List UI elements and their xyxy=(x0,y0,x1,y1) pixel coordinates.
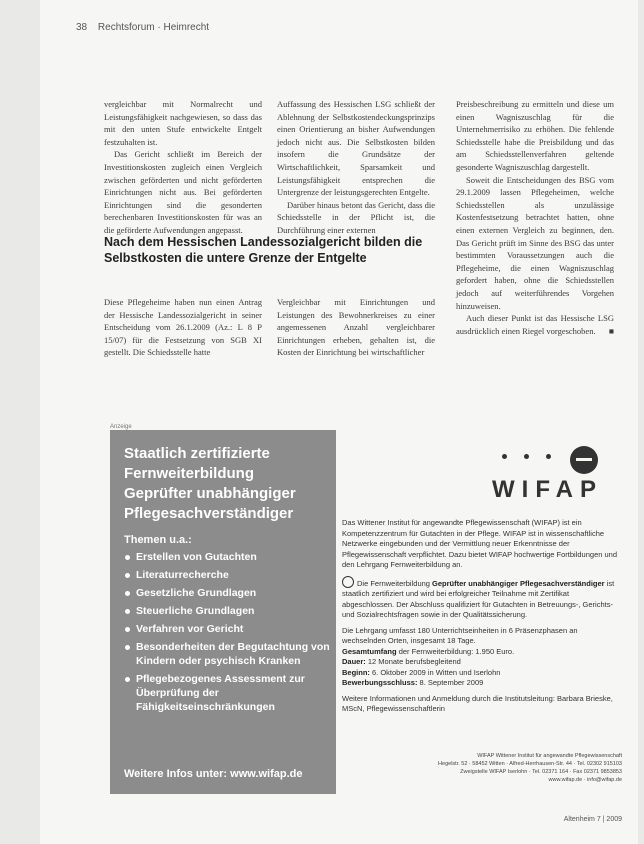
advertisement xyxy=(110,430,626,794)
contact-line: WIFAP Wittener Institut für angewandte Pflegewissenschaft xyxy=(477,753,622,759)
ad-intro: Das Wittener Institut für angewandte Pflegewissenschaft (WIFAP) ist ein Kompetenzzentrum für Gutachten in der Pflege. WIFAP ist in wissenschaftliche Netzwerke eingebunden und der Vermittlung neuer Erkenntnisse der Pflegewissenschaft verpflichtet. Dazu bietet WIFAP hochwertige Fortbildungen und den Lehrgang Fernweiterbildung an. xyxy=(342,518,618,569)
running-head xyxy=(76,22,209,33)
certificate-seal-icon xyxy=(342,576,354,588)
paragraph: Vergleichbar mit Einrichtungen und Leistungen des Bewohnerkreises zu einer angemessenen Anzahl vergleichbarer Einrichtungen erheben, gehalten ist, die Kosten der Einrichtung bei wirtschaftlicher xyxy=(277,297,435,358)
ad-duration: Die Lehrgang umfasst 180 Unterrichtseinheiten in 6 Präsenzphasen an wechselnden Orten, insgesamt 18 Tage. xyxy=(342,625,578,645)
article-column-lower-2 xyxy=(277,296,435,359)
article-subheading: Nach dem Hessischen Landessozialgericht bilden die Selbstkosten die untere Grenze der Entgelte xyxy=(104,235,423,265)
topic-item: Erstellen von Gutachten xyxy=(124,550,330,564)
ad-contact xyxy=(402,752,622,784)
ad-certification: Die Fernweiterbildung Geprüfter unabhängiger Pflegesachverständiger ist staatlich zertifiziert und wird bei erfolgreicher Teilnahme mit Zertifikat abgeschlossen. Der Abschluss qualifiziert für Gutachten in Betreuungs-, Gerichts- und Sozialrechtsfragen sowie in der Qualitätssicherung. xyxy=(342,576,622,621)
topic-item: Gesetzliche Grundlagen xyxy=(124,586,330,600)
contact-line: Hegelstr. 52 · 58452 Witten · Alfred-Herrhausen-Str. 44 · Tel. 02302 915103 xyxy=(438,761,622,767)
paragraph: Darüber hinaus betont das Gericht, dass die Schiedsstelle in der Pflicht ist, die Durchführung einer externen xyxy=(277,199,435,235)
ad-panel xyxy=(110,430,336,794)
topic-item: Pflegebezogenes Assessment zur Überprüfung der Fähigkeitseinschränkungen xyxy=(124,672,330,714)
paragraph: Auffassung des Hessischen LSG schließt der Ablehnung der Selbstkostendeckungsprinzips einen Orientierung an bisher Aufwendungen jedoch nicht aus. Die Selbstkosten bilden insofern die Grundsätze der Wirtschaftlichkeit, Sparsamkeit und Leistungsfähigkeit entsprechen die Untergrenze der leistungsgerechten Entgelte. xyxy=(277,99,435,198)
wifap-logo: WIFAP xyxy=(492,476,603,503)
topic-item: Steuerliche Grundlagen xyxy=(124,604,330,618)
paragraph: Das Gericht schließt im Bereich der Investitionskosten zugleich einen Vergleich zwischen geförderten und nicht geförderten Einrichtungen nicht aus. Bei geförderten Einrichtungen sind die gesonderten berechenbaren Investitionskosten für was an die geförderte Aufwendungen angepasst. xyxy=(104,149,262,235)
topic-item: Verfahren vor Gericht xyxy=(124,622,330,636)
ad-body xyxy=(342,518,622,720)
paragraph: Diese Pflegeheime haben nun einen Antrag der Hessische Landessozialgericht in seiner Entscheidung vom 26.1.2009 (Az.: L 8 P 15/07) für die Festsetzung von SGB XI gestellt. Die Schiedsstelle hatte xyxy=(104,297,262,358)
page-footer: Altenheim 7 | 2009 xyxy=(563,816,622,823)
closing-text: Auch dieser Punkt ist das Hessische LSG ausdrücklich einen Riegel vorgeschoben. xyxy=(456,313,614,336)
article-column-1 xyxy=(104,98,262,237)
end-mark: ■ xyxy=(608,325,614,336)
ad-info xyxy=(342,430,626,794)
paragraph: Soweit die Entscheidungen des BSG vom 29.1.2009 lassen Pflegeheimen, welche Schiedsstellen als unzulässige Kostenfestsetzung betrachtet hatten, ohne einen externen Vergleich zu beginnen, den. Das Gericht prüft im Sinne des BSG das unter bestimmten Voraussetzungen auch die Pflegeheime, die einen Wagniszuschlag gefordert haben, ohne die Schiedsstellen jedoch auf weiterführendes Vorgehen hinzuweisen. xyxy=(456,174,614,311)
topic-item: Literaturrecherche xyxy=(124,568,330,582)
ad-title: Staatlich zertifizierte Fernweiterbildung Geprüfter unabhängiger Pflegesachverständiger xyxy=(124,445,296,522)
article-column-2 xyxy=(277,98,435,237)
article-column-3 xyxy=(456,98,614,337)
ad-more-info: Weitere Informationen und Anmeldung durch die Institutsleitung: Barbara Brieske, MScN, Pflegewissenschaftlerin xyxy=(342,693,613,713)
ad-label: Anzeige xyxy=(110,424,132,430)
paragraph: vergleichbar mit Normalrecht und Leistungsfähigkeit nachgewiesen, so dass das mit den unten Stufe entwickelte Entgelt festzuhalten ist. xyxy=(104,99,262,147)
ad-details: Die Lehrgang umfasst 180 Unterrichtseinheiten in 6 Präsenzphasen an wechselnden Orten, insgesamt 18 Tage. Gesamtumfang der Fernweiterbildung: 1.950 Euro. Dauer: 12 Monate berufsbegleitend Beginn: 6. Oktober 2009 in Witten und Iserlohn Bewerbungsschluss: 8. September 2009 xyxy=(342,625,578,687)
paragraph: Preisbeschreibung zu ermitteln und diese um einen Wagniszuschlag für die Unternehmerrisiko zu erhöhen. Die fehlende Schiedsstelle habe die Preisbildung und das am Schiedsstellenverfahren geltende gesonderte Wagniszuschlag dargestellt. xyxy=(456,99,614,172)
paragraph xyxy=(456,312,614,337)
topic-item: Besonderheiten der Begutachtung von Kindern oder psychisch Kranken xyxy=(124,640,330,668)
topic-list xyxy=(124,550,330,718)
page-number: 38 xyxy=(76,22,88,33)
section-title: Rechtsforum · Heimrecht xyxy=(97,22,210,33)
logo-mark-icon xyxy=(570,446,598,474)
topics-label: Themen u.a.: xyxy=(124,534,192,546)
article-column-lower-1 xyxy=(104,296,262,359)
ad-website: Weitere Infos unter: www.wifap.de xyxy=(124,768,303,780)
contact-line: Zweigstelle WIFAP Iserlohn · Tel. 02371 164 · Fax 02371 9853853 xyxy=(460,769,622,775)
contact-line: www.wifap.de · info@wifap.de xyxy=(548,777,622,783)
